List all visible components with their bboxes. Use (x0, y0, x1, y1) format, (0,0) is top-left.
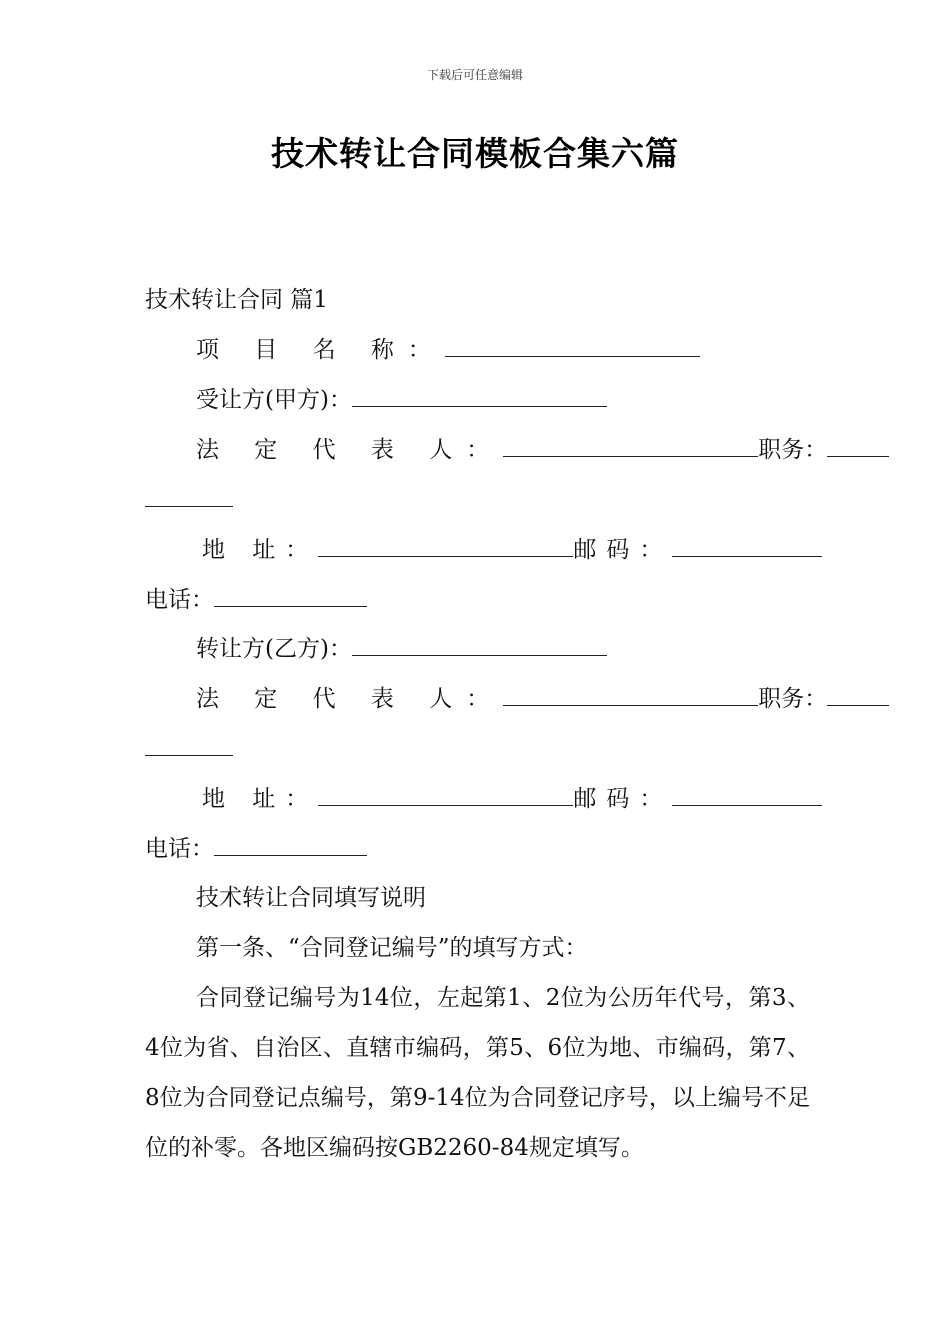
legal-rep-b-row (196, 683, 828, 715)
position-b-label: 职务： (758, 686, 828, 712)
address-b-row (202, 783, 810, 815)
postcode-b-label: 邮码： (573, 786, 673, 812)
document-title: 技术转让合同模板合集六篇 (271, 134, 679, 173)
position-a-blank[interactable] (827, 436, 889, 457)
transferor-label: 转让方(乙方)： (196, 636, 352, 662)
position-a-label: 职务： (758, 437, 828, 463)
position-b-blank-continued[interactable] (145, 735, 233, 756)
phone-b-blank[interactable] (214, 835, 367, 856)
position-b-continuation (145, 733, 810, 765)
instructions-heading: 技术转让合同填写说明 (196, 885, 426, 911)
legal-rep-a-label: 法 定 代 表 人： (196, 437, 504, 463)
phone-b-row (145, 833, 810, 865)
legal-rep-a-row (196, 434, 828, 466)
article1-heading: 第一条、“合同登记编号”的填写方式： (196, 935, 588, 961)
project-name-blank[interactable] (445, 336, 700, 357)
section-heading: 技术转让合同 篇1 (145, 287, 328, 313)
project-name-label: 项 目 名 称： (196, 337, 445, 363)
postcode-a-blank[interactable] (672, 536, 822, 557)
address-a-blank[interactable] (318, 536, 573, 557)
position-a-blank-continued[interactable] (145, 486, 233, 507)
address-a-row (202, 534, 810, 566)
address-a-label: 地 址： (202, 537, 319, 563)
article1-body: 合同登记编号为14位，左起第1、2位为公历年代号，第3、4位为省、自治区、直辖市编码，第5、6位为地、市编码，第7、8位为合同登记点编号，第9-14位为合同登记序号，以上编号不足位的补零。各地区编码按GB2260-84规定填写。 (145, 985, 810, 1161)
address-b-blank[interactable] (318, 785, 573, 806)
phone-a-row (145, 584, 810, 616)
transferor-row (196, 633, 810, 665)
project-name-row (196, 334, 810, 366)
legal-rep-b-blank[interactable] (503, 685, 758, 706)
phone-a-label: 电话： (145, 587, 214, 613)
legal-rep-b-label: 法 定 代 表 人： (196, 686, 504, 712)
phone-b-label: 电话： (145, 836, 214, 862)
transferor-blank[interactable] (352, 635, 607, 656)
address-b-label: 地 址： (202, 786, 319, 812)
position-a-continuation (145, 484, 810, 516)
position-b-blank[interactable] (827, 685, 889, 706)
header-note: 下载后可任意编辑 (426, 68, 523, 82)
postcode-b-blank[interactable] (672, 785, 822, 806)
transferee-row (196, 384, 810, 416)
transferee-label: 受让方(甲方)： (196, 387, 352, 413)
postcode-a-label: 邮码： (573, 537, 673, 563)
phone-a-blank[interactable] (214, 586, 367, 607)
transferee-blank[interactable] (352, 386, 607, 407)
legal-rep-a-blank[interactable] (503, 436, 758, 457)
